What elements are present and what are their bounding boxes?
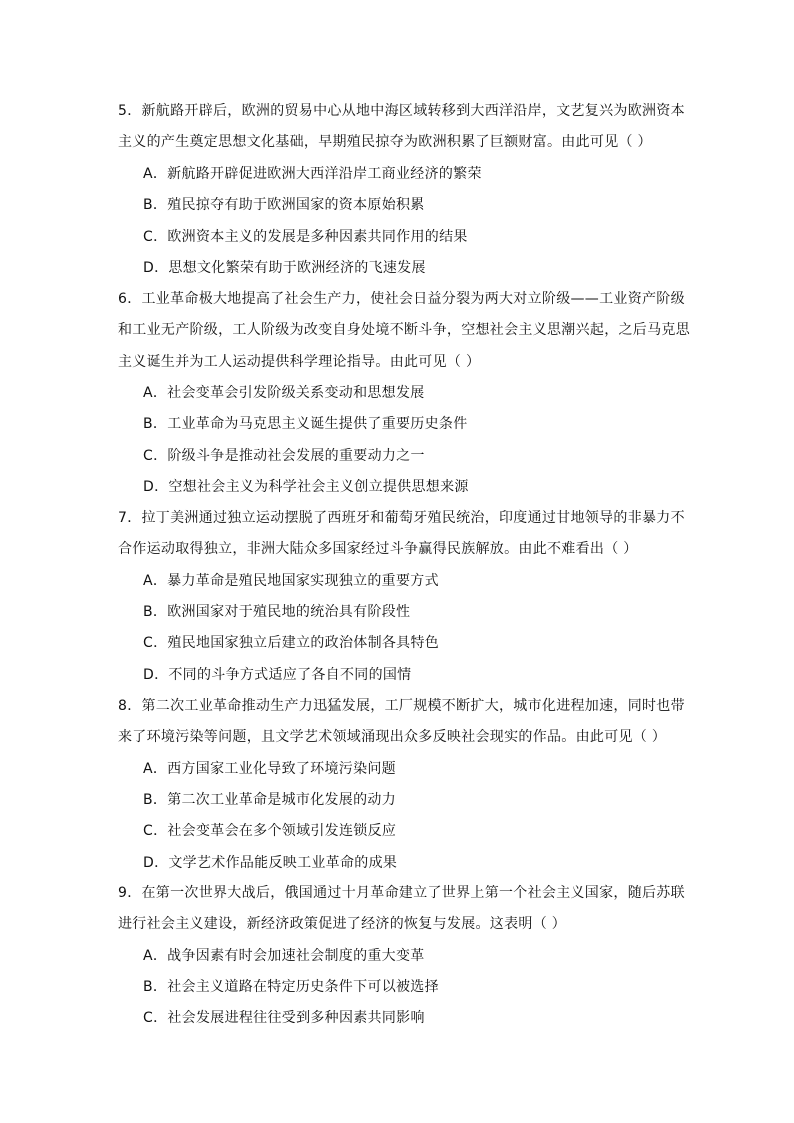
- option-c: C．殖民地国家独立后建立的政治体制各具特色: [143, 635, 440, 651]
- option-d: D．思想文化繁荣有助于欧洲经济的飞速发展: [143, 260, 426, 276]
- option-a: A．新航路开辟促进欧洲大西洋沿岸工商业经济的繁荣: [143, 166, 482, 182]
- question-stem-line: 6．工业革命极大地提高了社会生产力，使社会日益分裂为两大对立阶级——工业资产阶级: [118, 291, 685, 307]
- question-stem-line: 和工业无产阶级，工人阶级为改变自身处境不断斗争，空想社会主义思潮兴起，之后马克思: [118, 322, 690, 338]
- option-a: A．社会变革会引发阶级关系变动和思想发展: [143, 385, 425, 401]
- option-b: B．社会主义道路在特定历史条件下可以被选择: [143, 979, 439, 995]
- option-a: A．战争因素有时会加速社会制度的重大变革: [143, 948, 425, 964]
- option-c: C．社会变革会在多个领域引发连锁反应: [143, 823, 397, 839]
- option-b: B．第二次工业革命是城市化发展的动力: [143, 792, 397, 808]
- option-d: D．空想社会主义为科学社会主义创立提供思想来源: [143, 479, 469, 495]
- option-a: A．暴力革命是殖民地国家实现独立的重要方式: [143, 573, 439, 589]
- question-stem-line: 7．拉丁美洲通过独立运动摆脱了西班牙和葡萄牙殖民统治，印度通过甘地领导的非暴力不: [118, 510, 685, 526]
- option-c: C．社会发展进程往往受到多种因素共同影响: [143, 1010, 425, 1026]
- question-stem-line: 合作运动取得独立，非洲大陆众多国家经过斗争赢得民族解放。由此不难看出（ ）: [118, 541, 638, 557]
- question-stem-line: 主义诞生并为工人运动提供科学理论指导。由此可见（ ）: [118, 354, 481, 370]
- question-stem-line: 8．第二次工业革命推动生产力迅猛发展，工厂规模不断扩大，城市化进程加速，同时也带: [118, 698, 685, 714]
- question-stem-line: 来了环境污染等问题，且文学艺术领域涌现出众多反映社会现实的作品。由此可见（ ）: [118, 729, 667, 745]
- question-stem-line: 5．新航路开辟后，欧洲的贸易中心从地中海区域转移到大西洋沿岸，文艺复兴为欧洲资本: [118, 103, 685, 119]
- option-b: B．工业革命为马克思主义诞生提供了重要历史条件: [143, 416, 468, 432]
- option-d: D．不同的斗争方式适应了各自不同的国情: [143, 667, 412, 683]
- option-c: C．阶级斗争是推动社会发展的重要动力之一: [143, 448, 425, 464]
- option-c: C．欧洲资本主义的发展是多种因素共同作用的结果: [143, 229, 468, 245]
- option-a: A．西方国家工业化导致了环境污染问题: [143, 761, 396, 777]
- option-d: D．文学艺术作品能反映工业革命的成果: [143, 855, 398, 871]
- option-b: B．殖民掠夺有助于欧洲国家的资本原始积累: [143, 197, 425, 213]
- question-stem-line: 进行社会主义建设，新经济政策促进了经济的恢复与发展。这表明（ ）: [118, 916, 567, 932]
- option-b: B．欧洲国家对于殖民地的统治具有阶段性: [143, 604, 411, 620]
- question-stem-line: 9．在第一次世界大战后，俄国通过十月革命建立了世界上第一个社会主义国家，随后苏联: [118, 885, 685, 901]
- question-stem-line: 主义的产生奠定思想文化基础，早期殖民掠夺为欧洲积累了巨额财富。由此可见（ ）: [118, 134, 652, 150]
